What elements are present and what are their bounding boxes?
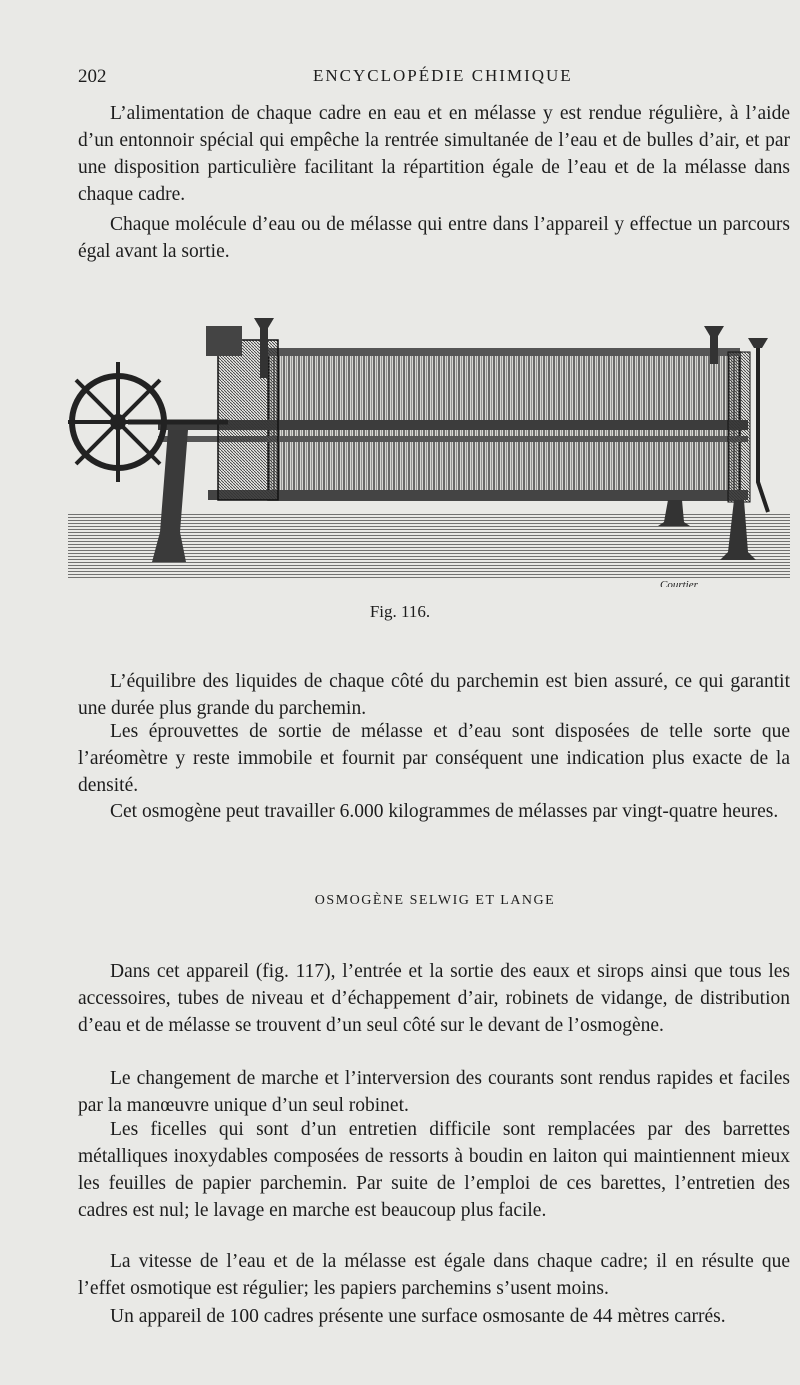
paragraph-strings [78,1116,790,1224]
paragraph-text: Cet osmogène peut travailler 6.000 kilogrammes de mélasses par vingt-quatre heures. [110,801,779,822]
paragraph-text: L’alimentation de chaque cadre en eau et en mélasse y est rendue régulière, à l’aide d’un entonnoir spécial qui empêche la rentrée simultanée de l’eau et de bulles d’air, et par une disposition particulière facilitant la répartition égale de l’eau et de la mélasse dans chaque cadre. [78,103,790,205]
paragraph-text: Les éprouvettes de sortie de mélasse et d’eau sont disposées de telle sorte que l’aréomètre y reste immobile et fournit par conséquent une indication plus exacte de la densité. [78,721,790,796]
figure-caption: Fig. 116. [369,602,431,621]
running-title: ENCYCLOPÉDIE CHIMIQUE [313,66,573,85]
paragraph-text: Dans cet appareil (fig. 117), l’entrée et la sortie des eaux et sirops ainsi que tous les accessoires, tubes de niveau et d’échappement d’air, robinets de vidange, de distribution d’eau et de mélasse se trouvent d’un seul côté sur le devant de l’osmogène. [78,961,790,1036]
paragraph-feeding [78,100,790,208]
engraver-signature: Courtier [660,579,698,587]
paragraph-capacity [78,798,790,825]
paragraph-switching [78,1065,790,1119]
paragraph-text: Chaque molécule d’eau ou de mélasse qui entre dans l’appareil y effectue un parcours égal avant la sortie. [78,214,790,262]
figure-osmogene-engraving [68,312,790,587]
paragraph-equilibrium [78,668,790,722]
paragraph-apparatus [78,958,790,1039]
paragraph-path [78,211,790,265]
paragraph-surface [78,1303,790,1330]
paragraph-text: La vitesse de l’eau et de la mélasse est égale dans chaque cadre; il en résulte que l’effet osmotique est régulier; les papiers parchemins s’usent moins. [78,1251,790,1299]
osmogene-machine-illustration [68,312,790,587]
paragraph-text: L’équilibre des liquides de chaque côté du parchemin est bien assuré, ce qui garantit une durée plus grande du parchemin. [78,671,790,719]
paragraph-speed [78,1248,790,1302]
page-number: 202 [78,66,107,87]
paragraph-text: Un appareil de 100 cadres présente une surface osmosante de 44 mètres carrés. [110,1306,726,1327]
section-title: OSMOGÈNE SELWIG ET LANGE [314,893,556,908]
paragraph-text: Les ficelles qui sont d’un entretien difficile sont remplacées par des barrettes métalliques inoxydables composées de ressorts à boudin en laiton qui maintiennent mieux les feuilles de papier parchemin. Par suite de l’emploi de ces barettes, l’entretien des cadres est nul; le lavage en marche est beaucoup plus facile. [78,1119,790,1221]
paragraph-test-tubes [78,718,790,799]
paragraph-text: Le changement de marche et l’interversion des courants sont rendus rapides et faciles par la manœuvre unique d’un seul robinet. [78,1068,790,1116]
page-header [78,66,768,90]
